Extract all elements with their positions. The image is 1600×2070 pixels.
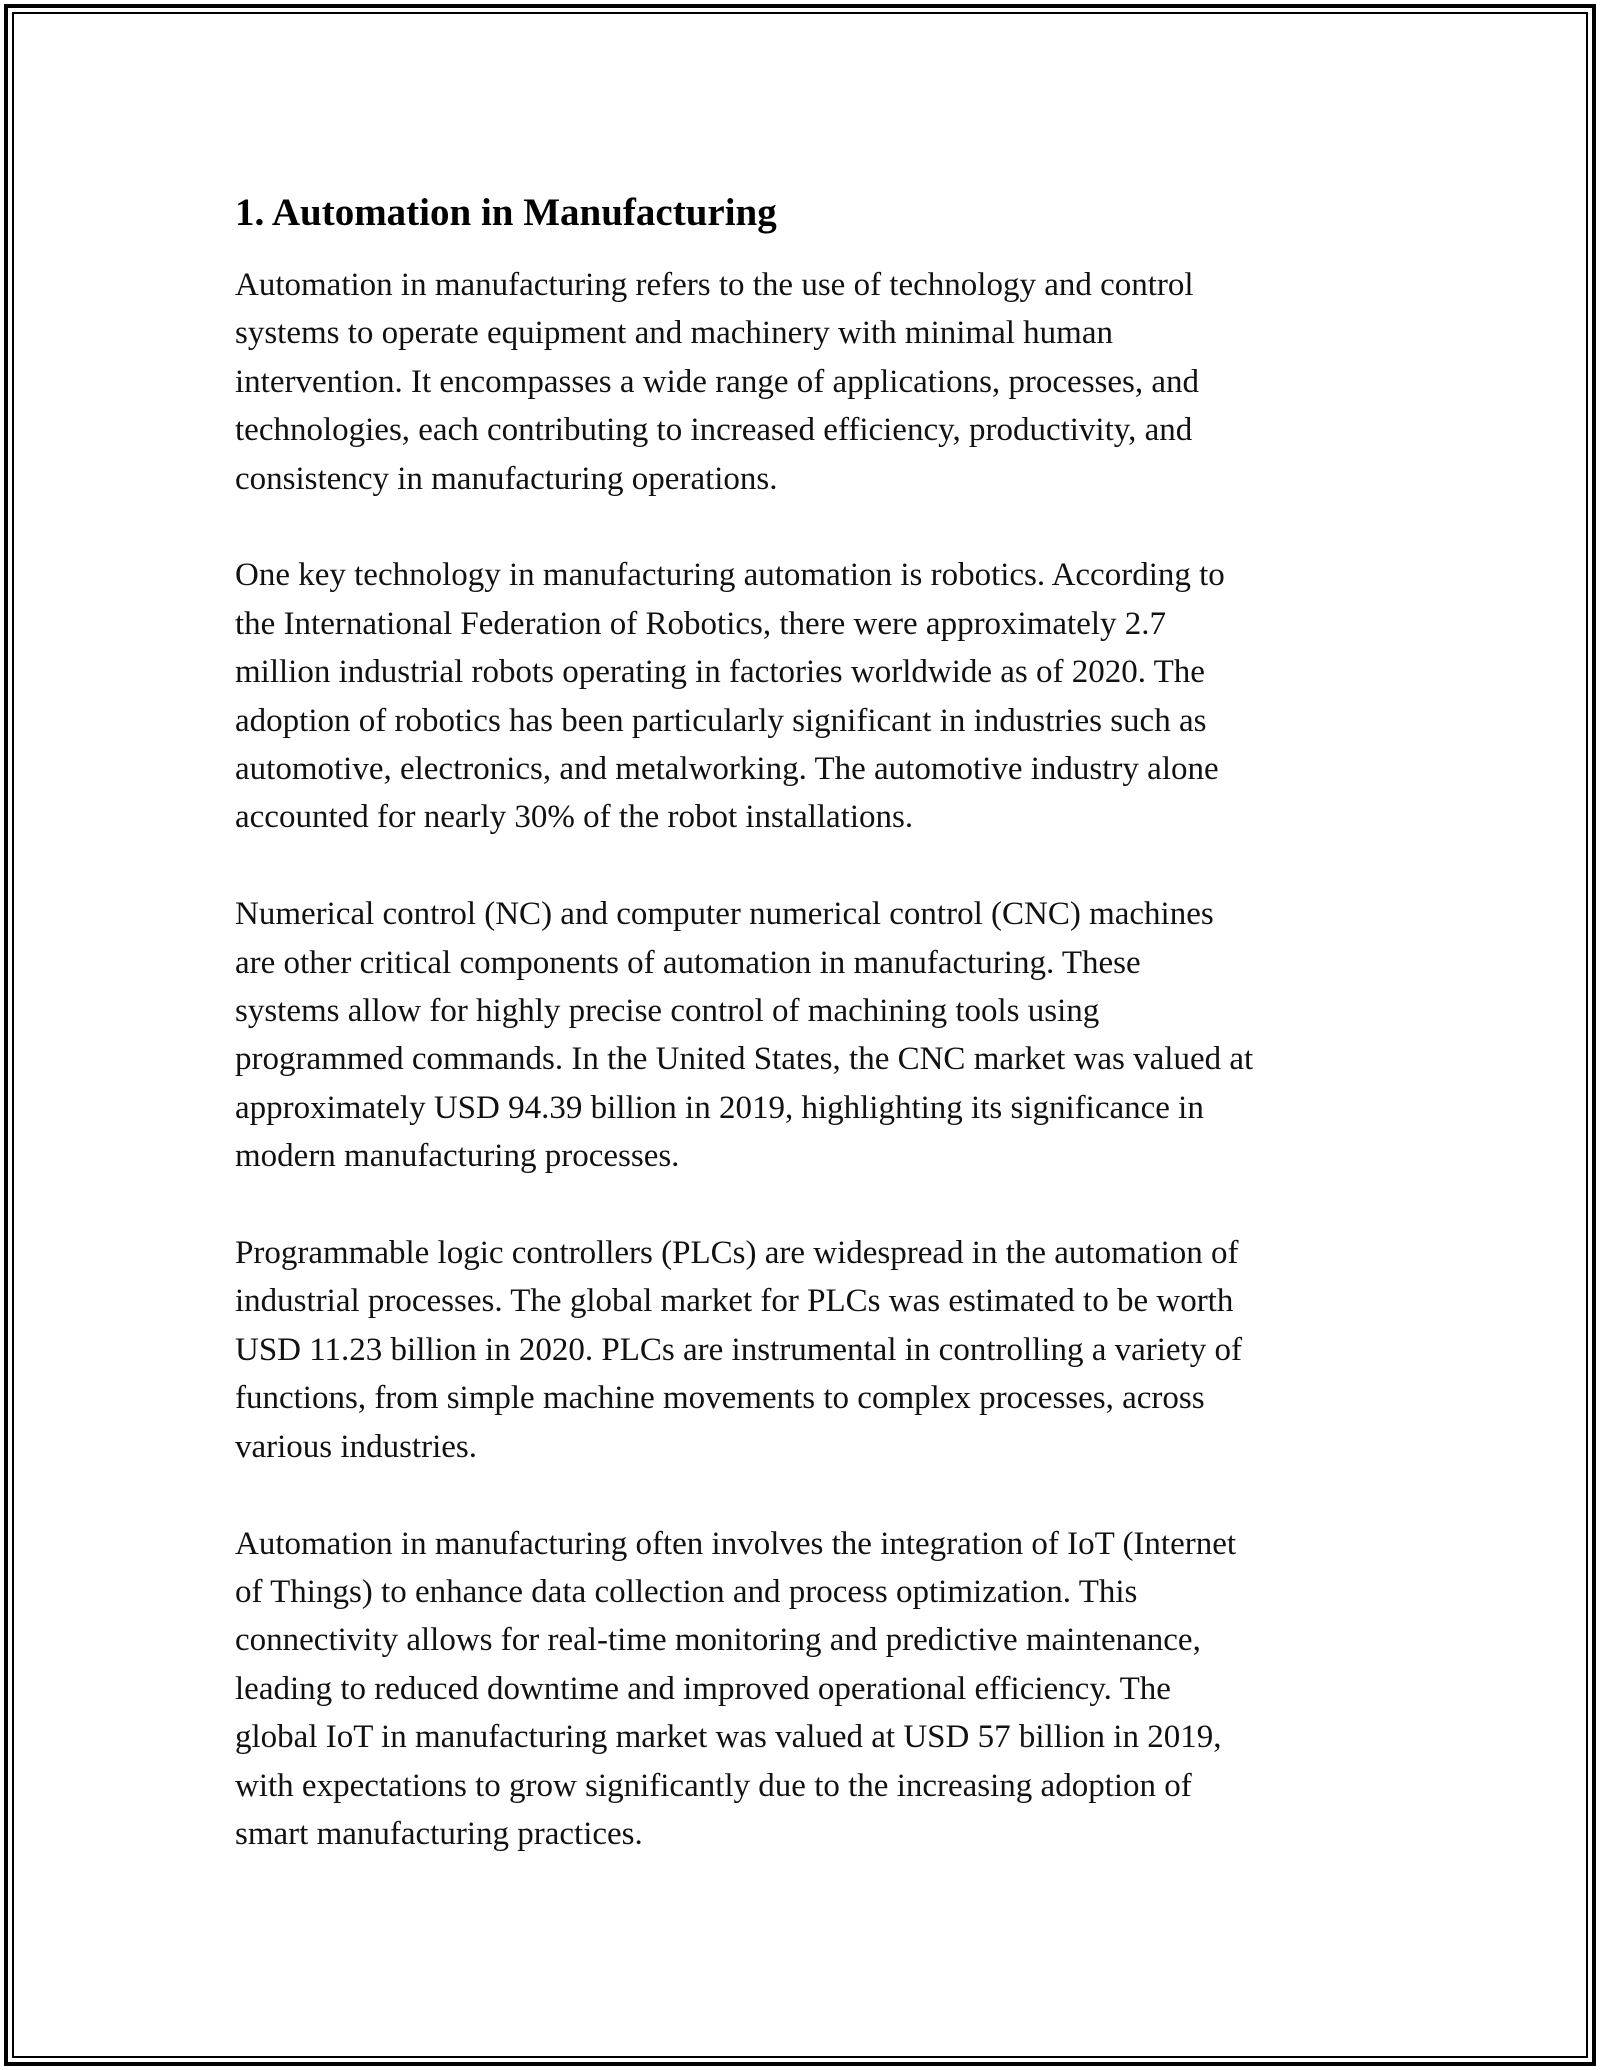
paragraph-line: systems to operate equipment and machinery with minimal human: [235, 315, 1113, 352]
paragraph-line: adoption of robotics has been particularly significant in industries such as: [235, 702, 1207, 739]
paragraph-line: industrial processes. The global market for PLCs was estimated to be worth: [235, 1283, 1234, 1320]
paragraph-line: systems allow for highly precise control of machining tools using: [235, 993, 1100, 1030]
document-body: [235, 185, 1375, 1907]
paragraph-line: technologies, each contributing to increased efficiency, productivity, and: [235, 412, 1193, 449]
paragraph-line: Automation in manufacturing refers to the use of technology and control: [235, 267, 1194, 303]
paragraph-line: global IoT in manufacturing market was valued at USD 57 billion in 2019,: [235, 1719, 1222, 1756]
paragraph-plc: [235, 1229, 1375, 1471]
paragraph-line: of Things) to enhance data collection and process optimization. This: [235, 1573, 1138, 1610]
paragraph-line: various industries.: [235, 1428, 477, 1465]
paragraph-line: smart manufacturing practices.: [235, 1815, 643, 1852]
paragraph-line: accounted for nearly 30% of the robot installations.: [235, 799, 914, 836]
paragraph-line: million industrial robots operating in factories worldwide as of 2020. The: [235, 654, 1205, 691]
section-heading: 1. Automation in Manufacturing: [235, 191, 777, 234]
paragraph-line: approximately USD 94.39 billion in 2019, highlighting its significance in: [235, 1089, 1204, 1126]
paragraph-line: functions, from simple machine movements to complex processes, across: [235, 1380, 1205, 1417]
paragraph-line: leading to reduced downtime and improved operational efficiency. The: [235, 1670, 1171, 1707]
paragraph-automation-intro: [235, 261, 1375, 503]
paragraph-line: connectivity allows for real-time monitoring and predictive maintenance,: [235, 1622, 1201, 1659]
paragraph-line: Automation in manufacturing often involves the integration of IoT (Internet: [235, 1525, 1237, 1562]
paragraph-line: USD 11.23 billion in 2020. PLCs are instrumental in controlling a variety of: [235, 1331, 1242, 1368]
paragraph-line: programmed commands. In the United States, the CNC market was valued at: [235, 1041, 1254, 1078]
paragraph-line: Numerical control (NC) and computer numerical control (CNC) machines: [235, 896, 1214, 933]
paragraph-iot: [235, 1520, 1375, 1859]
paragraph-line: are other critical components of automation in manufacturing. These: [235, 944, 1141, 981]
paragraph-line: Programmable logic controllers (PLCs) are widespread in the automation of: [235, 1235, 1239, 1272]
paragraph-line: with expectations to grow significantly due to the increasing adoption of: [235, 1767, 1192, 1804]
paragraph-line: modern manufacturing processes.: [235, 1138, 680, 1175]
paragraph-line: the International Federation of Robotics, there were approximately 2.7: [235, 605, 1167, 642]
paragraph-robotics: [235, 551, 1375, 841]
paragraph-line: consistency in manufacturing operations.: [235, 460, 778, 497]
paragraph-cnc: [235, 890, 1375, 1180]
paragraph-line: automotive, electronics, and metalworking. The automotive industry alone: [235, 751, 1219, 788]
paragraph-line: intervention. It encompasses a wide range of applications, processes, and: [235, 363, 1200, 400]
paragraph-line: One key technology in manufacturing automation is robotics. According to: [235, 557, 1225, 594]
